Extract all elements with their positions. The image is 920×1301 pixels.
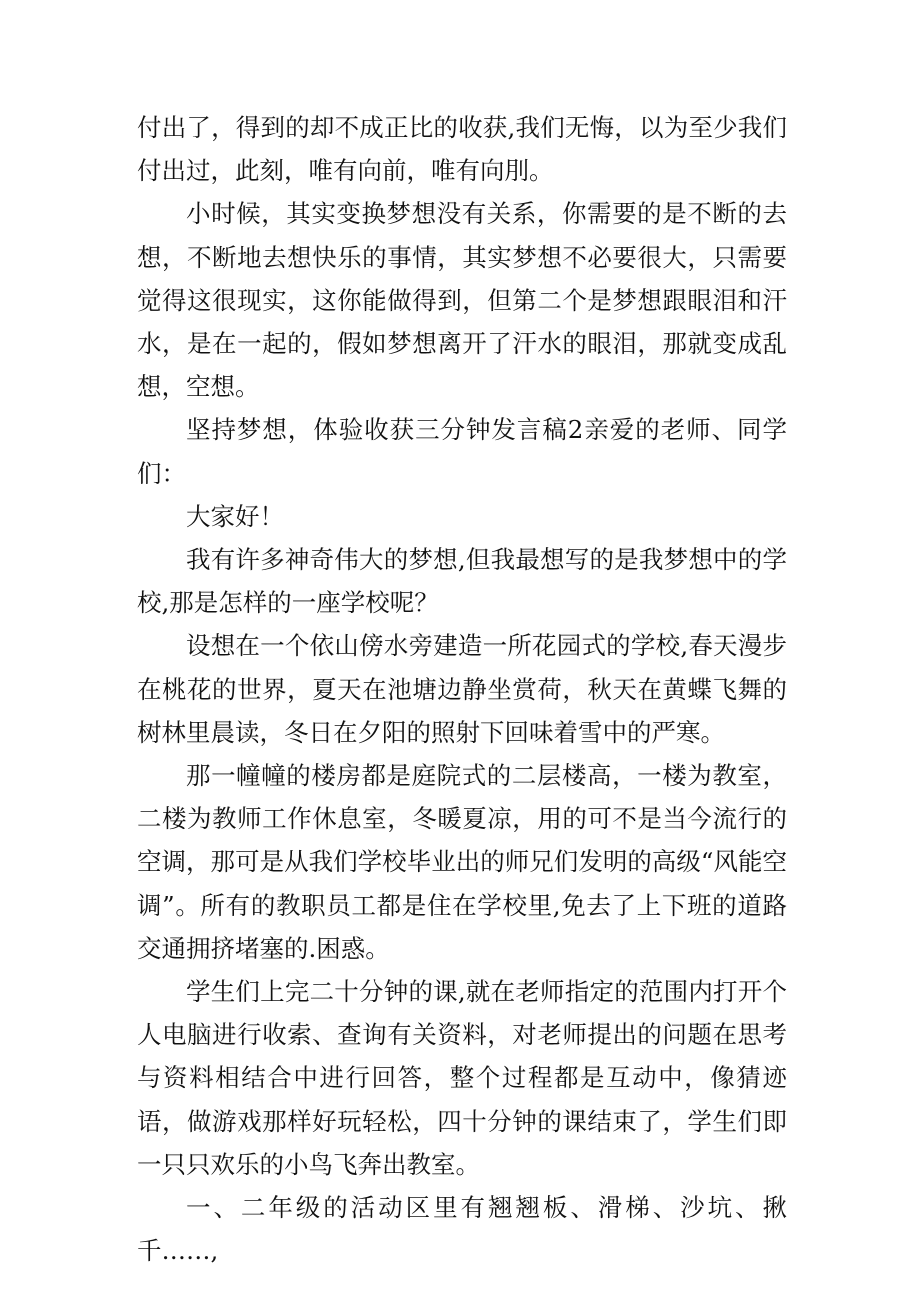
paragraph-2: 小时候，其实变换梦想没有关系，你需要的是不断的去想，不断地去想快乐的事情，其实梦想不必要很大，只需要觉得这很现实，这你能做得到，但第二个是梦想跟眼泪和汗水，是在一起的，假如梦想离开了汗水的眼泪，那就变成乱想，空想。 <box>137 199 787 402</box>
paragraph-6: 设想在一个依山傍水旁建造一所花园式的学校,春天漫步在桃花的世界，夏天在池塘边静坐赏荷，秋天在黄蝶飞舞的树林里晨读，冬日在夕阳的照射下回味着雪中的严寒。 <box>137 631 787 747</box>
paragraph-1: 付出了，得到的却不成正比的收获,我们无悔，以为至少我们付出过，此刻，唯有向前，唯有向刖。 <box>137 113 787 186</box>
paragraph-5: 我有许多神奇伟大的梦想,但我最想写的是我梦想中的学校,那是怎样的一座学校呢？ <box>137 545 787 618</box>
paragraph-9: 一、二年级的活动区里有翘翘板、滑梯、沙坑、揪千……, <box>137 1193 787 1266</box>
paragraph-8: 学生们上完二十分钟的课,就在老师指定的范围内打开个人电脑进行收索、查询有关资料，对老师提出的问题在思考与资料相结合中进行回答，整个过程都是互动中，像猜迹语，做游戏那样好玩轻松，四十分钟的课结束了，学生们即一只只欢乐的小鸟飞奔出教室。 <box>137 977 787 1179</box>
paragraph-4: 大家好！ <box>186 501 284 531</box>
paragraph-7: 那一幢幢的楼房都是庭院式的二层楼高，一楼为教室，二楼为教师工作休息室，冬暖夏凉，用的可不是当今流行的空调，那可是从我们学校毕业出的师兄们发明的高级“风能空调”。所有的教职员工都是住在学校里,免去了上下班的道路交通拥挤堵塞的.困惑。 <box>137 761 787 963</box>
document-body <box>137 106 787 1272</box>
paragraph-3: 坚持梦想，体验收获三分钟发言稿2亲爱的老师、同学们： <box>137 415 787 488</box>
